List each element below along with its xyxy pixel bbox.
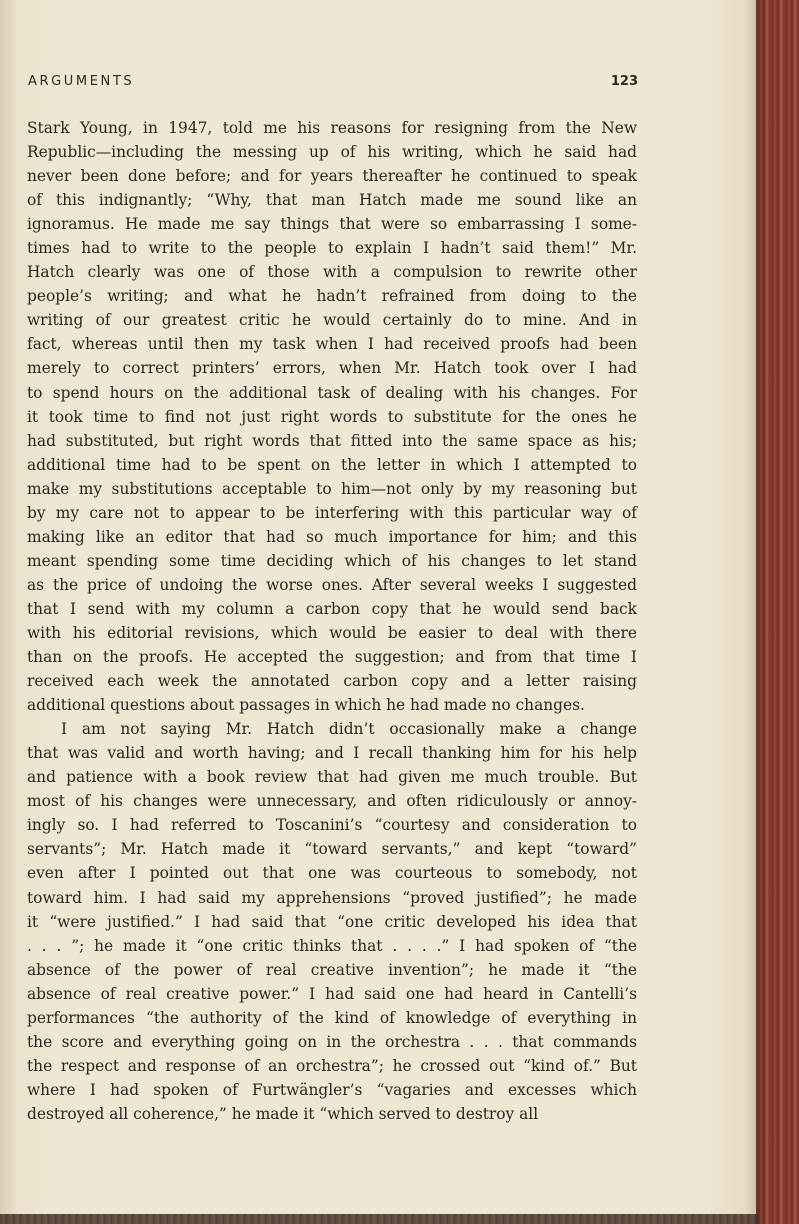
text-line: as the price of undoing the worse ones. After several weeks I suggested (27, 575, 637, 594)
paragraph (27, 717, 637, 1126)
text-line: absence of the power of real creative invention”; he made it “the (27, 960, 637, 979)
text-line: even after I pointed out that one was courteous to somebody, not (27, 864, 637, 883)
text-line: merely to correct printers’ errors, when Mr. Hatch took over I had (27, 359, 637, 378)
text-line: of this indignantly; “Why, that man Hatch made me sound like an (27, 191, 637, 210)
text-line: the score and everything going on in the orchestra . . . that commands (27, 1032, 637, 1051)
text-line: Stark Young, in 1947, told me his reasons for resigning from the New (27, 119, 637, 137)
text-line: the respect and response of an orchestra”; he crossed out “kind of.” But (27, 1056, 637, 1075)
text-line: performances “the authority of the kind of knowledge of everything in (27, 1008, 637, 1027)
text-line: meant spending some time deciding which of his changes to let stand (27, 551, 637, 570)
text-line: absence of real creative power.” I had said one had heard in Cantelli’s (27, 984, 637, 1003)
text-line: never been done before; and for years thereafter he continued to speak (27, 167, 637, 186)
text-line: toward him. I had said my apprehensions “proved justified”; he made (27, 888, 637, 907)
running-head (28, 74, 638, 94)
text-line: ignoramus. He made me say things that were so embarrassing I some- (27, 215, 637, 234)
text-line: that I send with my column a carbon copy that he would send back (27, 599, 637, 618)
text-line: most of his changes were unnecessary, and often ridiculously or annoy- (27, 792, 637, 811)
text-line: it took time to find not just right words to substitute for the ones he (27, 407, 637, 426)
text-line: times had to write to the people to explain I hadn’t said them!” Mr. (27, 239, 637, 258)
text-line: people’s writing; and what he hadn’t refrained from doing to the (27, 287, 637, 306)
text-line: Hatch clearly was one of those with a compulsion to rewrite other (27, 263, 637, 282)
book-binding-edge (756, 0, 799, 1224)
page-number: 123 (610, 74, 638, 89)
text-line: writing of our greatest critic he would certainly do to mine. And in (27, 311, 637, 330)
text-line: received each week the annotated carbon copy and a letter raising (27, 672, 637, 691)
text-line: making like an editor that had so much importance for him; and this (27, 527, 637, 546)
text-line: destroyed all coherence,” he made it “which served to destroy all (27, 1104, 539, 1123)
text-line: fact, whereas until then my task when I had received proofs had been (27, 335, 637, 354)
text-line: additional time had to be spent on the letter in which I attempted to (27, 455, 637, 474)
running-title: ARGUMENTS (28, 74, 135, 89)
text-line: by my care not to appear to be interfering with this particular way of (27, 503, 637, 522)
text-line: ingly so. I had referred to Toscanini’s “courtesy and consideration to (27, 816, 637, 835)
body-text (27, 116, 637, 1126)
text-line: make my substitutions acceptable to him—not only by my reasoning but (27, 479, 637, 498)
text-line: Republic—including the messing up of his writing, which he said had (27, 143, 637, 162)
text-line: had substituted, but right words that fitted into the same space as his; (27, 431, 637, 450)
text-line: where I had spoken of Furtwängler’s “vagaries and excesses which (27, 1080, 637, 1099)
text-line: with his editorial revisions, which would be easier to deal with there (27, 623, 637, 642)
text-line: . . . ”; he made it “one critic thinks that . . . .” I had spoken of “the (27, 936, 637, 955)
text-line: and patience with a book review that had given me much trouble. But (27, 768, 637, 787)
text-line: additional questions about passages in which he had made no changes. (27, 696, 585, 715)
page-bottom-edge (0, 1214, 760, 1224)
text-line: than on the proofs. He accepted the suggestion; and from that time I (27, 648, 637, 667)
text-line: to spend hours on the additional task of dealing with his changes. For (27, 383, 637, 402)
paragraph (27, 116, 637, 717)
text-line: servants”; Mr. Hatch made it “toward servants,” and kept “toward” (27, 840, 637, 859)
text-line: it “were justified.” I had said that “one critic developed his idea that (27, 912, 637, 931)
text-line: I am not saying Mr. Hatch didn’t occasionally make a change (61, 720, 637, 739)
text-line: that was valid and worth having; and I recall thanking him for his help (27, 744, 637, 763)
